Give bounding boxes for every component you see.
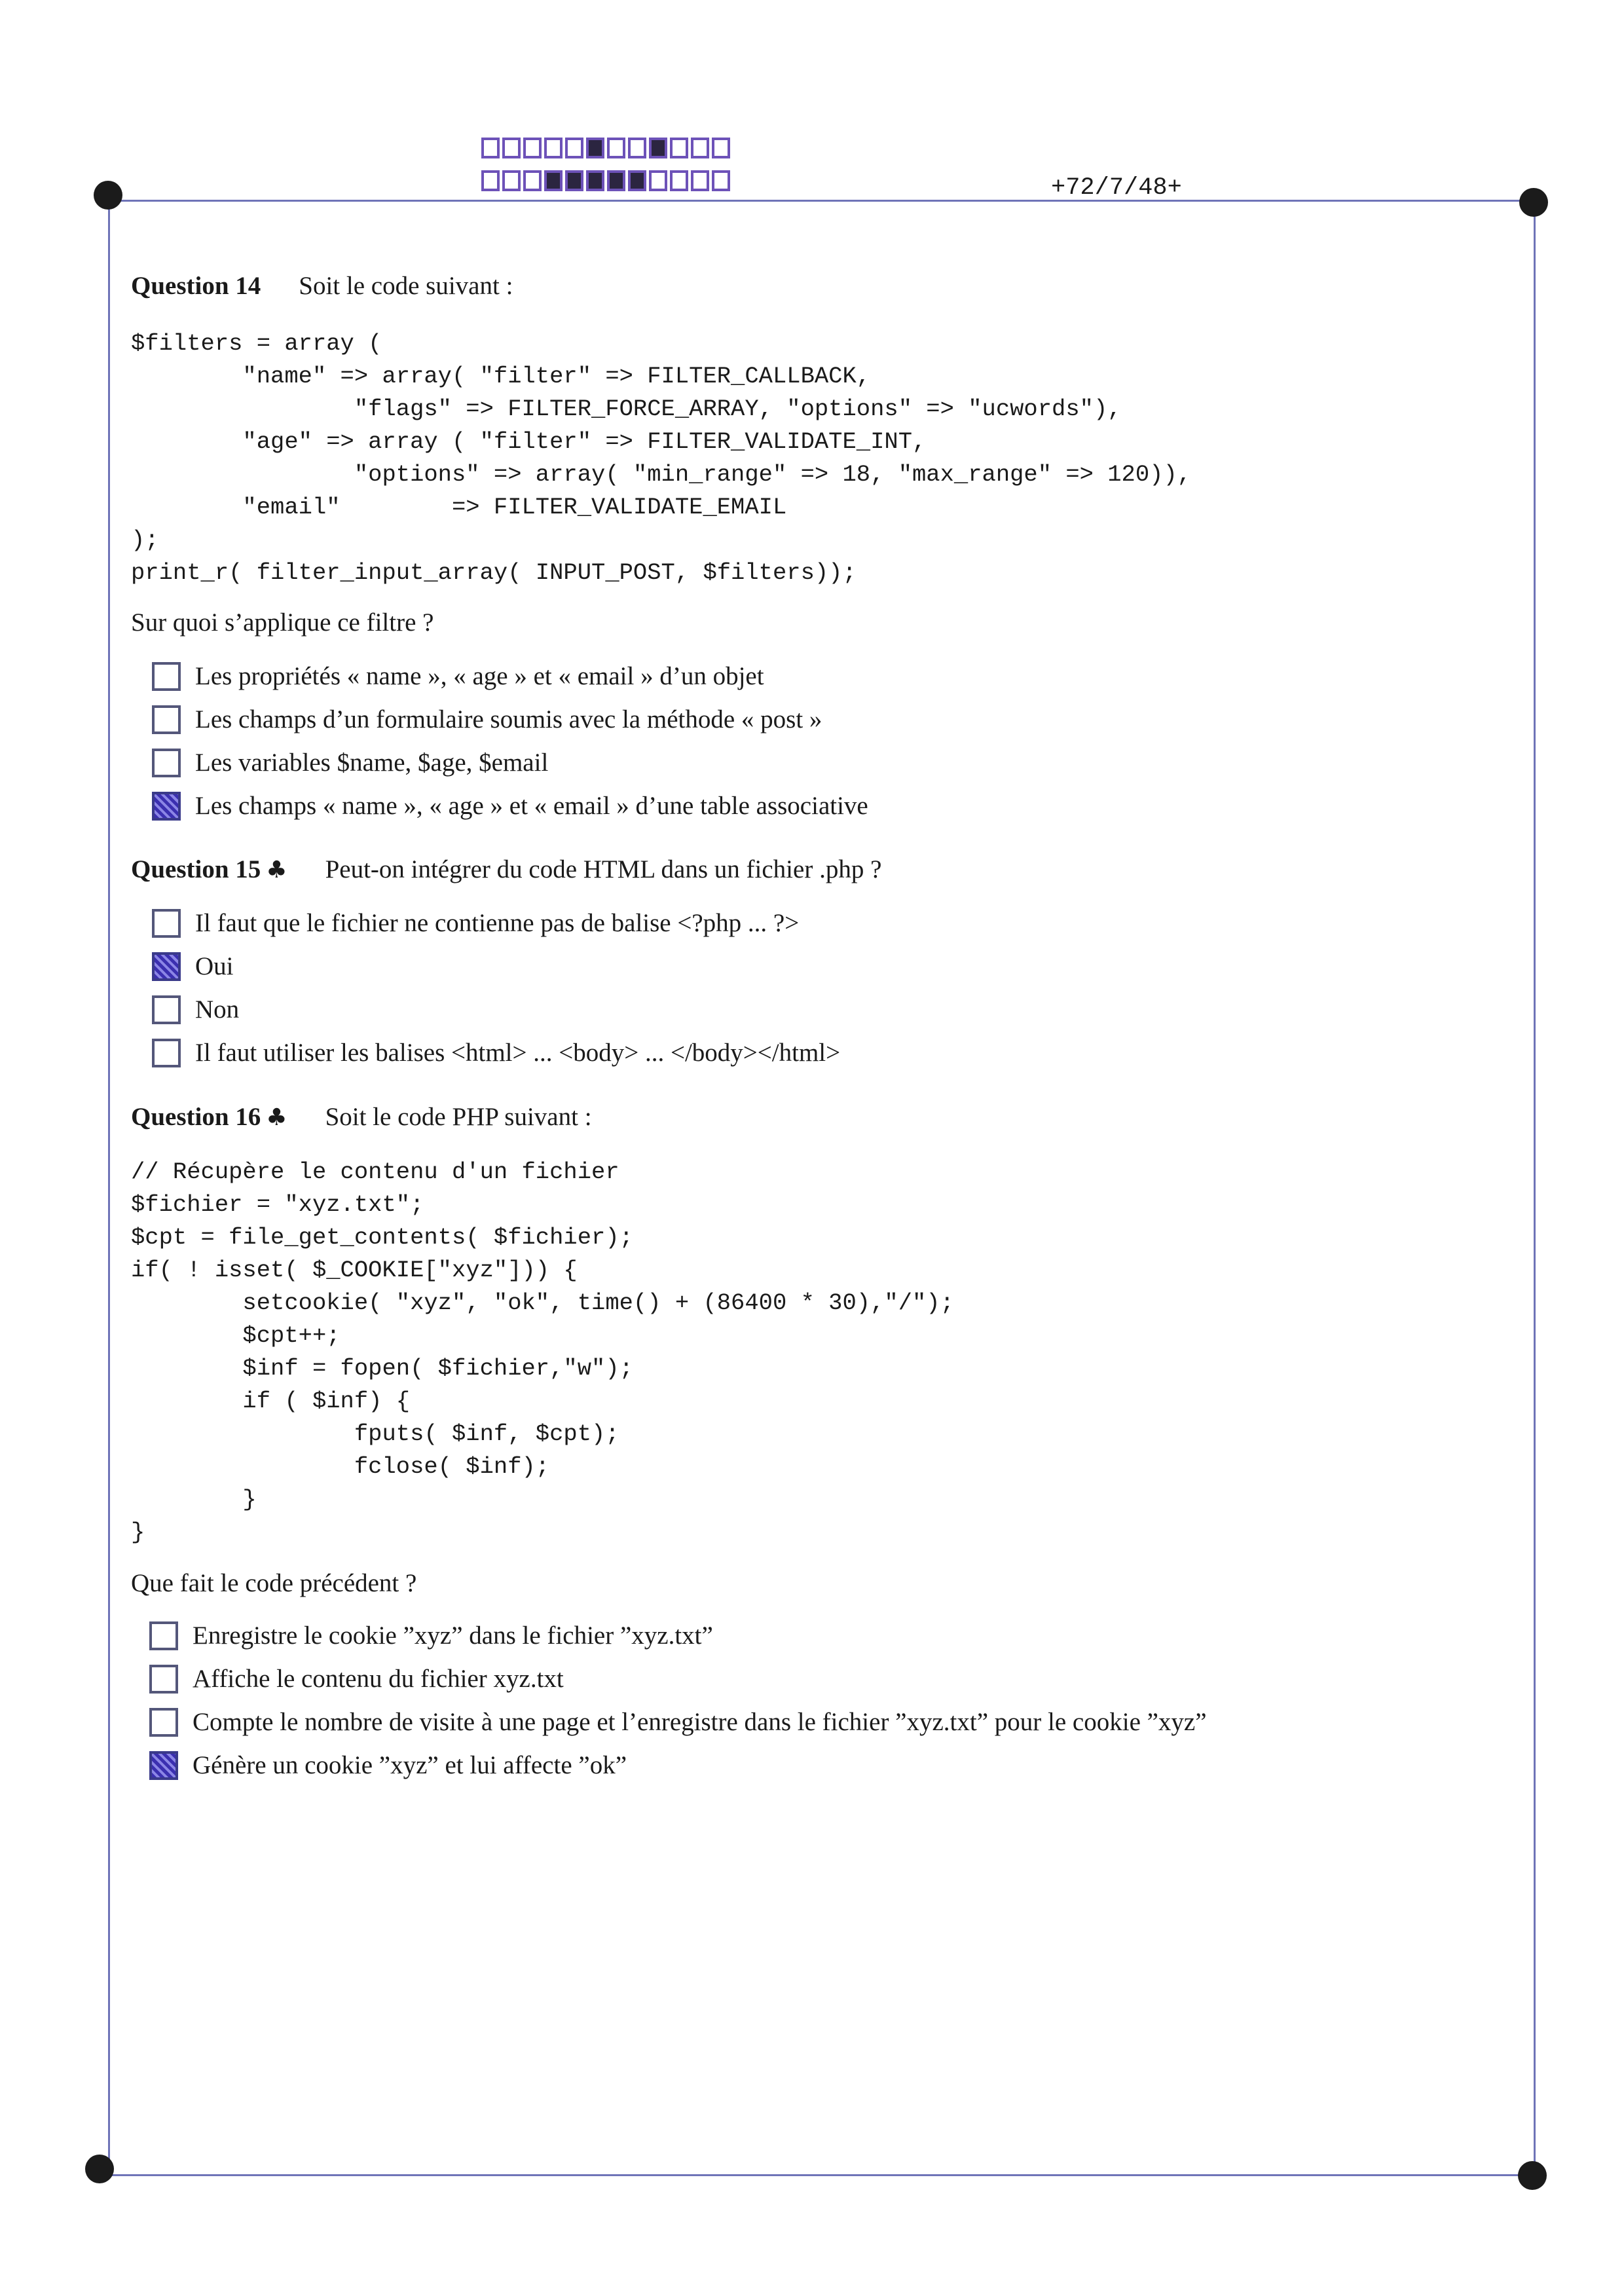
code-cell-filled (649, 138, 667, 158)
answer-label: Il faut utiliser les balises <html> ... <body> ... </body></html> (195, 1039, 841, 1067)
answer-option[interactable] (152, 995, 239, 1024)
question-16-header (131, 1102, 592, 1132)
answer-option[interactable] (149, 1750, 627, 1780)
question-14-code: $filters = array ( "name" => array( "filter" => FILTER_CALLBACK, "flags" => FILTER_FORCE_ARRAY, "options" => "ucwords"), "age" => array ( "filter" => FILTER_VALIDATE_INT, "options" => array( "min_range" => 18, "max_range" => 120)), "email" => FILTER_VALIDATE_EMAIL ); print_r( filter_input_array( INPUT_POST, $filters)); (131, 330, 1192, 586)
answer-label: Les propriétés « name », « age » et « email » d’un objet (195, 662, 764, 690)
question-16-prompt: Que fait le code précédent ? (131, 1569, 417, 1597)
code-cell-empty (481, 138, 500, 158)
corner-mark-top-right (1519, 188, 1548, 217)
answer-label: Génère un cookie ”xyz” et lui affecte ”ok” (193, 1751, 627, 1779)
answer-checkbox-checked[interactable] (152, 952, 181, 981)
code-cell-filled (565, 170, 583, 191)
code-cell-empty (670, 138, 688, 158)
corner-mark-bottom-left (85, 2155, 114, 2183)
code-cell-empty (712, 170, 730, 191)
question-16-code: // Récupère le contenu d'un fichier $fichier = "xyz.txt"; $cpt = file_get_contents( $fichier); if( ! isset( $_COOKIE["xyz"])) { setcookie( "xyz", "ok", time() + (86400 * 30),"/"); $cpt++; $inf = fopen( $fichier,"w"); if ( $inf) { fputs( $inf, $cpt); fclose( $inf); } } (131, 1158, 954, 1546)
code-cell-filled (607, 170, 625, 191)
page-id: +72/7/48+ (1051, 174, 1182, 202)
question-text: Peut-on intégrer du code HTML dans un fichier .php ? (325, 855, 882, 883)
student-id-code-row-1 (481, 138, 733, 158)
answer-label: Les champs d’un formulaire soumis avec la méthode « post » (195, 705, 822, 733)
answer-option[interactable] (149, 1707, 1207, 1737)
question-text: Soit le code PHP suivant : (325, 1103, 592, 1131)
answer-option[interactable] (152, 661, 764, 691)
code-cell-empty (712, 138, 730, 158)
answer-option[interactable] (152, 1038, 840, 1067)
answer-checkbox[interactable] (152, 909, 181, 938)
answer-label: Oui (195, 952, 234, 980)
answer-checkbox[interactable] (152, 662, 181, 691)
answer-checkbox[interactable] (152, 705, 181, 734)
code-cell-filled (586, 170, 604, 191)
multiple-answer-club-icon: ♣ (266, 857, 287, 883)
answer-option[interactable] (152, 791, 868, 821)
code-cell-empty (502, 138, 521, 158)
answer-checkbox[interactable] (149, 1665, 178, 1694)
answer-label: Compte le nombre de visite à une page et l’enregistre dans le fichier ”xyz.txt” pour le cookie ”xyz” (193, 1708, 1207, 1736)
answer-label: Non (195, 995, 240, 1024)
code-cell-empty (523, 138, 542, 158)
code-cell-empty (565, 138, 583, 158)
answer-checkbox[interactable] (152, 749, 181, 777)
answer-label: Affiche le contenu du fichier xyz.txt (193, 1665, 564, 1693)
answer-checkbox-checked[interactable] (152, 792, 181, 821)
code-cell-empty (502, 170, 521, 191)
answer-checkbox[interactable] (149, 1708, 178, 1737)
corner-mark-top-left (94, 181, 122, 210)
corner-mark-bottom-right (1518, 2161, 1547, 2190)
code-cell-empty (691, 138, 709, 158)
question-15-header (131, 855, 881, 884)
frame-bottom-line (100, 2174, 1530, 2176)
question-text: Soit le code suivant : (299, 272, 513, 300)
code-cell-empty (649, 170, 667, 191)
answer-label: Il faut que le fichier ne contienne pas de balise <?php ... ?> (195, 909, 800, 937)
question-number: Question 15 (131, 855, 261, 883)
code-cell-empty (523, 170, 542, 191)
question-14-prompt: Sur quoi s’applique ce filtre ? (131, 608, 434, 637)
answer-checkbox-checked[interactable] (149, 1751, 178, 1780)
code-cell-filled (628, 170, 646, 191)
frame-left-line (108, 200, 110, 2174)
answer-label: Enregistre le cookie ”xyz” dans le fichier ”xyz.txt” (193, 1621, 713, 1650)
code-cell-empty (544, 138, 563, 158)
answer-option[interactable] (152, 748, 548, 777)
question-number: Question 16 (131, 1103, 261, 1131)
multiple-answer-club-icon: ♣ (266, 1104, 287, 1131)
frame-top-line (108, 200, 1536, 202)
answer-option[interactable] (152, 952, 234, 981)
frame-right-line (1534, 203, 1536, 2174)
code-cell-filled (544, 170, 563, 191)
answer-option[interactable] (152, 705, 822, 734)
code-cell-empty (670, 170, 688, 191)
answer-label: Les variables $name, $age, $email (195, 749, 549, 777)
answer-checkbox[interactable] (152, 995, 181, 1024)
answer-option[interactable] (149, 1621, 713, 1650)
question-14-header (131, 271, 513, 301)
student-id-code-row-2 (481, 170, 733, 191)
code-cell-empty (481, 170, 500, 191)
answer-label: Les champs « name », « age » et « email » d’une table associative (195, 792, 868, 820)
answer-checkbox[interactable] (152, 1039, 181, 1067)
question-number: Question 14 (131, 272, 261, 300)
code-cell-empty (691, 170, 709, 191)
code-cell-empty (607, 138, 625, 158)
answer-option[interactable] (149, 1664, 564, 1694)
answer-option[interactable] (152, 908, 799, 938)
answer-checkbox[interactable] (149, 1621, 178, 1650)
code-cell-empty (628, 138, 646, 158)
code-cell-filled (586, 138, 604, 158)
